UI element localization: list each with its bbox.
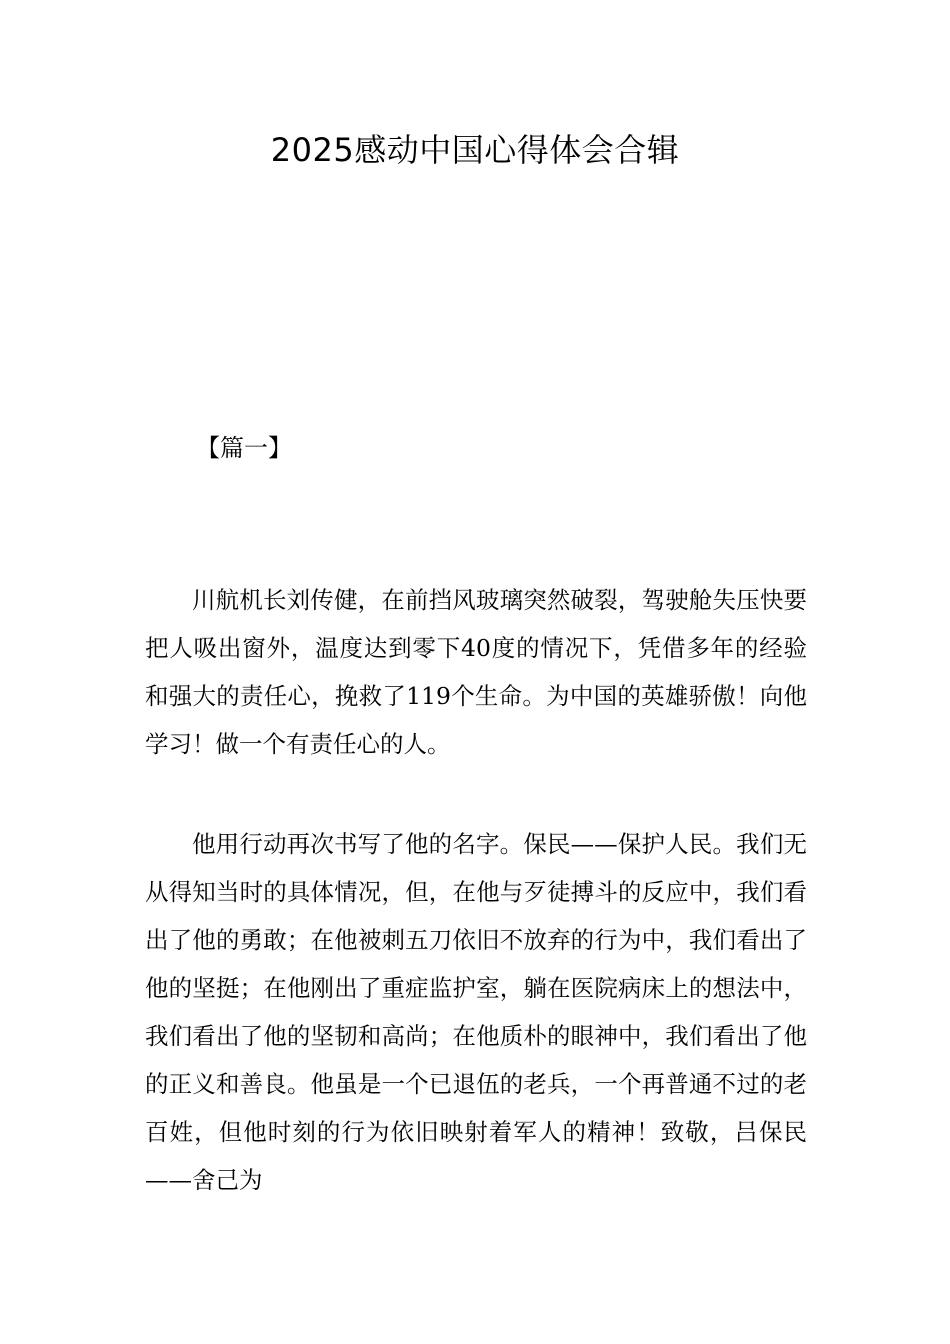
- document-title: 2025感动中国心得体会合辑: [270, 131, 680, 169]
- paragraph-1: 川航机长刘传健，在前挡风玻璃突然破裂，驾驶舱失压快要把人吸出窗外，温度达到零下40度的情况下，凭借多年的经验和强大的责任心，挽救了119个生命。为中国的英雄骄傲！向他学习！做一个有责任心的人。: [145, 586, 807, 758]
- paragraph-2: 他用行动再次书写了他的名字。保民——保护人民。我们无从得知当时的具体情况，但，在他与歹徒搏斗的反应中，我们看出了他的勇敢；在他被刺五刀依旧不放弃的行为中，我们看出了他的坚挺；在他刚出了重症监护室，躺在医院病床上的想法中，我们看出了他的坚韧和高尚；在他质朴的眼神中，我们看出了他的正义和善良。他虽是一个已退伍的老兵，一个再普通不过的老百姓，但他时刻的行为依旧映射着军人的精神！致敬，吕保民——舍己为: [145, 830, 807, 1194]
- section-heading: 【篇一】: [196, 434, 292, 462]
